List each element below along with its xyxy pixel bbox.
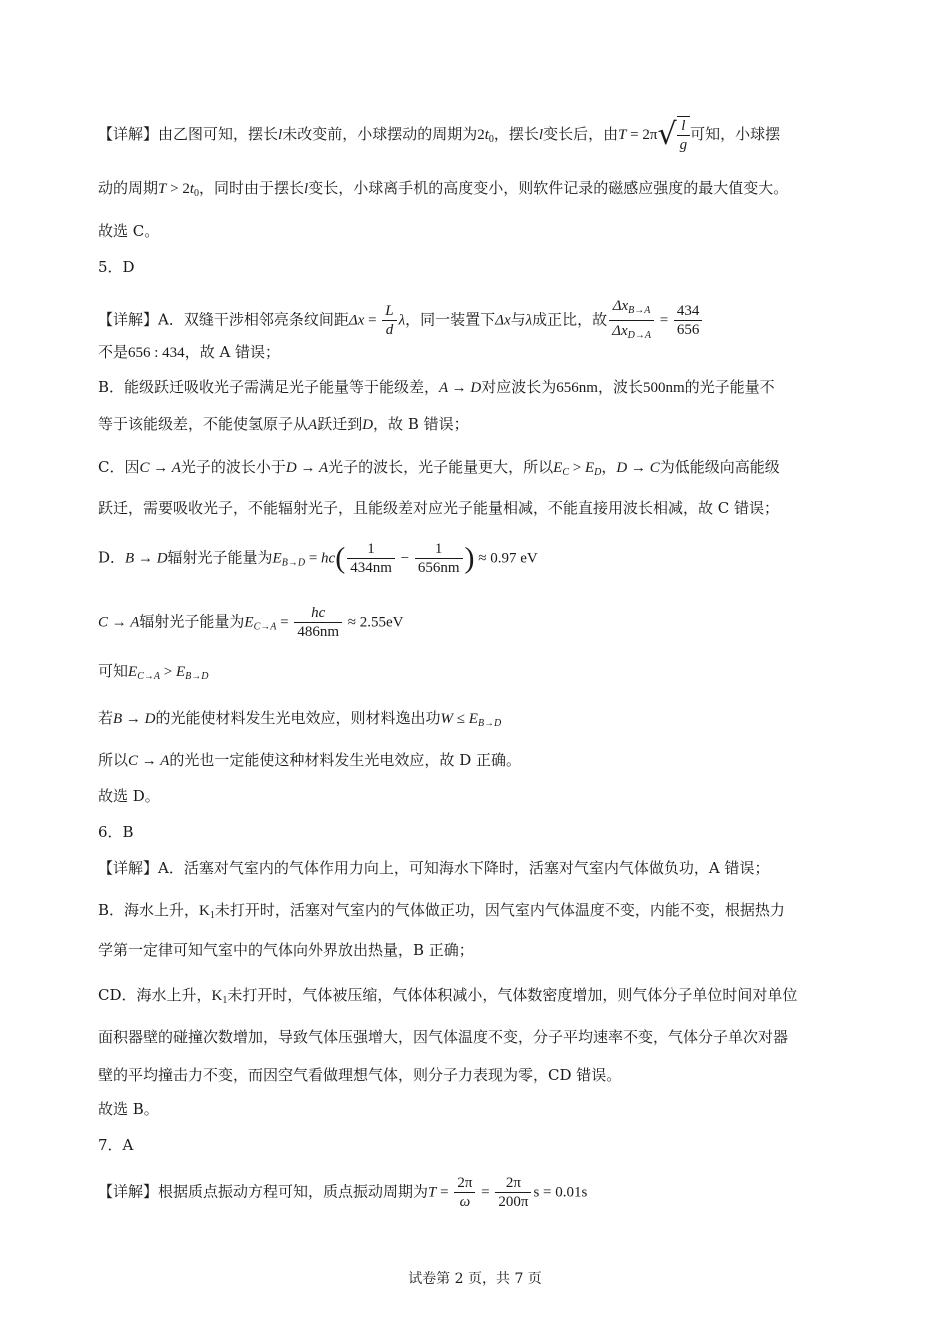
question-number: 6．B (98, 823, 134, 841)
text-line: 可知$E_{C\to A} > E_{B\to D}$ (98, 662, 209, 682)
text-line: 故选 B。 (98, 1100, 159, 1118)
text-line: 动的周期$T > 2t_0$，同时由于摆长l变长，小球离手机的高度变小，则软件记录的磁感应强度的最大值变大。 (98, 179, 789, 199)
text-line: 学第一定律可知气室中的气体向外界放出热量，B 正确； (98, 941, 474, 959)
text-line: 故选 C。 (98, 222, 160, 240)
text-line: 不是656 : 434，故 A 错误； (98, 343, 281, 361)
text-line: 跃迁，需要吸收光子，不能辐射光子，且能级差对应光子能量相减，不能直接用波长相减，故 C 错误； (98, 499, 780, 517)
text-line: C → A辐射光子能量为$E_{C\to A}$ = $\frac{hc}{486nm}$ ≈ 2.55eV (98, 605, 404, 640)
text-line: 【详解】A．活塞对气室内的气体作用力向上，可知海水下降时，活塞对气室内气体做负功，A 错误； (98, 859, 770, 877)
page-footer: 试卷第 2 页，共 7 页 (408, 1271, 542, 1287)
text-line: B．能级跃迁吸收光子需满足光子能量等于能级差，A → D对应波长为656nm，波长500nm的光子能量不 (98, 378, 775, 396)
text-line: 故选 D。 (98, 787, 160, 805)
question-number: 7．A (98, 1136, 134, 1154)
text-line: B．海水上升，$K_1$未打开时，活塞对气室内的气体做正功，因气室内气体温度不变，内能不变，根据热力 (98, 901, 785, 921)
text-line: CD．海水上升，$K_1$未打开时，气体被压缩，气体体积减小，气体数密度增加，则气体分子单位时间对单位 (98, 986, 798, 1006)
text-line: 【详解】A．双缝干涉相邻亮条纹间距Δx = $\frac{L}{d}$ λ，同一装置下Δx与λ成正比，故 $\frac{\Delta x_{B\to A}}{\Delta x_{D\to A}}$ = $\frac{434}{656}$ (98, 296, 704, 345)
text-line: 【详解】根据质点振动方程可知，质点振动周期为T = $\frac{2\pi}{\omega}$ = $\frac{2\pi}{200\pi}$ s = 0.01s (98, 1175, 588, 1210)
text-line: 面积器壁的碰撞次数增加，导致气体压强增大，因气体温度不变，分子平均速率不变，气体分子单次对器 (98, 1028, 789, 1046)
text-line: C．因C → A光子的波长小于D → A光子的波长，光子能量更大，所以$E_C > E_D$，D → C为低能级向高能级 (98, 458, 780, 478)
text-line: 所以C → A的光也一定能使这种材料发生光电效应，故 D 正确。 (98, 751, 521, 769)
sqrt-formula: √ $\frac{l}{g}$ (657, 116, 690, 154)
text-line: 【详解】由乙图可知，摆长l未改变前，小球摆动的周期为$2t_0$，摆长l变长后，由T = 2π√ $\frac{l}{g}$ 可知，小球摆 (98, 117, 781, 153)
text-line: 等于该能级差，不能使氢原子从A跃迁到D，故 B 错误； (98, 415, 469, 433)
question-number: 5．D (98, 258, 135, 276)
text-line: 壁的平均撞击力不变，而因空气看做理想气体，则分子力表现为零，CD 错误。 (98, 1066, 622, 1084)
text-line: D．B → D辐射光子能量为$E_{B\to D} = hc$( $\frac{1}{434nm}$ − $\frac{1}{656nm}$ ) ≈ 0.97 eV (98, 541, 538, 576)
text-line: 若B → D的光能使材料发生光电效应，则材料逸出功$W \le E_{B\to D}$ (98, 709, 502, 729)
